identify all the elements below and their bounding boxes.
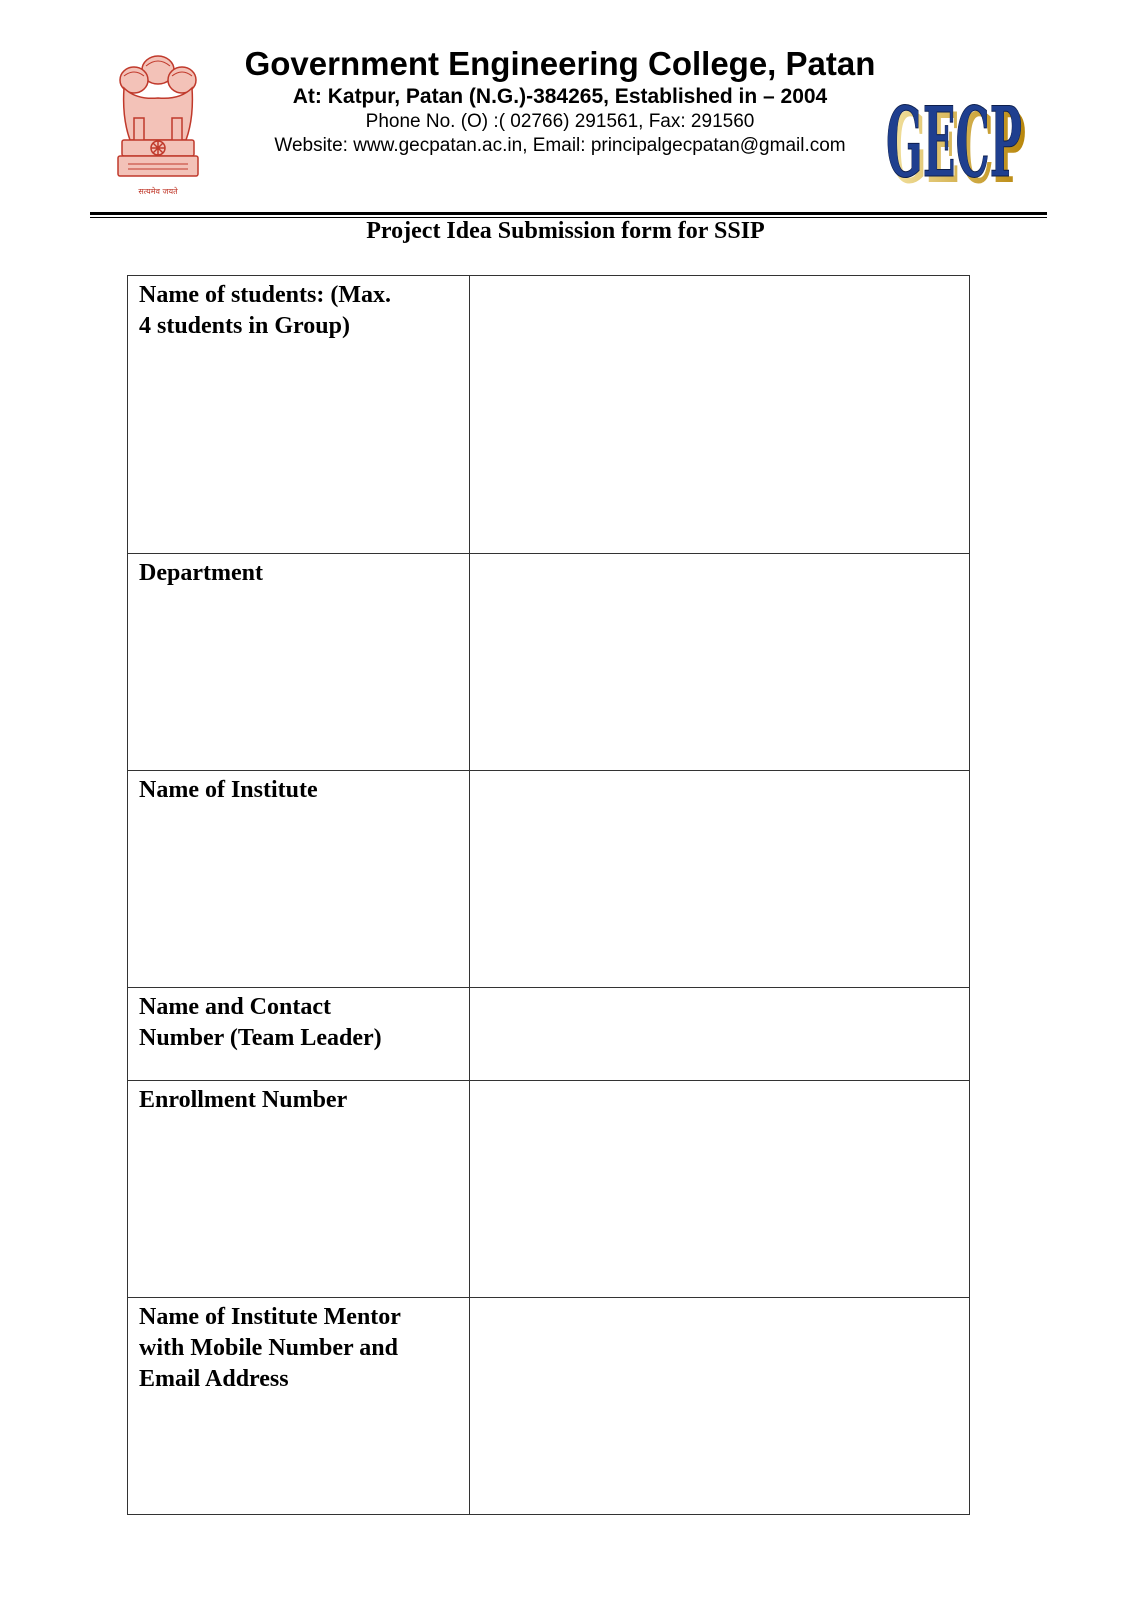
field-label	[128, 988, 470, 1081]
students-names-field[interactable]	[470, 276, 970, 554]
table-row	[128, 771, 970, 988]
table-row	[128, 276, 970, 554]
field-label	[128, 1081, 470, 1298]
college-name: Government Engineering College, Patan	[244, 45, 876, 82]
institute-name-field[interactable]	[470, 771, 970, 988]
letterhead-text	[220, 44, 900, 158]
submission-form-table	[127, 275, 970, 1515]
field-label	[128, 554, 470, 771]
field-label	[128, 276, 470, 554]
header-divider	[90, 212, 1047, 215]
department-field[interactable]	[470, 554, 970, 771]
national-emblem-icon	[110, 48, 206, 198]
letterhead	[0, 0, 1131, 220]
field-label-text: Enrollment Number	[139, 1087, 348, 1113]
emblem-motto: सत्यमेव जयते	[138, 187, 178, 196]
field-label-text: Name of students: (Max. 4 students in Group)	[139, 282, 391, 339]
table-row	[128, 1081, 970, 1298]
table-row	[128, 1298, 970, 1515]
enrollment-number-field[interactable]	[470, 1081, 970, 1298]
college-phone: Phone No. (O) :( 02766) 291561, Fax: 291560	[365, 111, 755, 132]
table-row	[128, 988, 970, 1081]
svg-text:GECP: GECP	[886, 86, 1022, 194]
form-title: Project Idea Submission form for SSIP	[366, 218, 765, 244]
gecp-logo-icon	[884, 48, 1034, 194]
field-label-text: Department	[139, 560, 263, 586]
field-label-text: Name of Institute	[139, 777, 318, 803]
team-leader-contact-field[interactable]	[470, 988, 970, 1081]
table-row	[128, 554, 970, 771]
institute-mentor-field[interactable]	[470, 1298, 970, 1515]
field-label	[128, 1298, 470, 1515]
field-label	[128, 771, 470, 988]
college-address: At: Katpur, Patan (N.G.)-384265, Established in – 2004	[292, 85, 828, 108]
field-label-text: Name of Institute Mentor with Mobile Number and Email Address	[139, 1304, 401, 1392]
college-website-email: Website: www.gecpatan.ac.in, Email: principalgecpatan@gmail.com	[274, 135, 846, 156]
field-label-text: Name and Contact Number (Team Leader)	[139, 994, 382, 1051]
svg-text:GECP: GECP	[890, 92, 1026, 194]
